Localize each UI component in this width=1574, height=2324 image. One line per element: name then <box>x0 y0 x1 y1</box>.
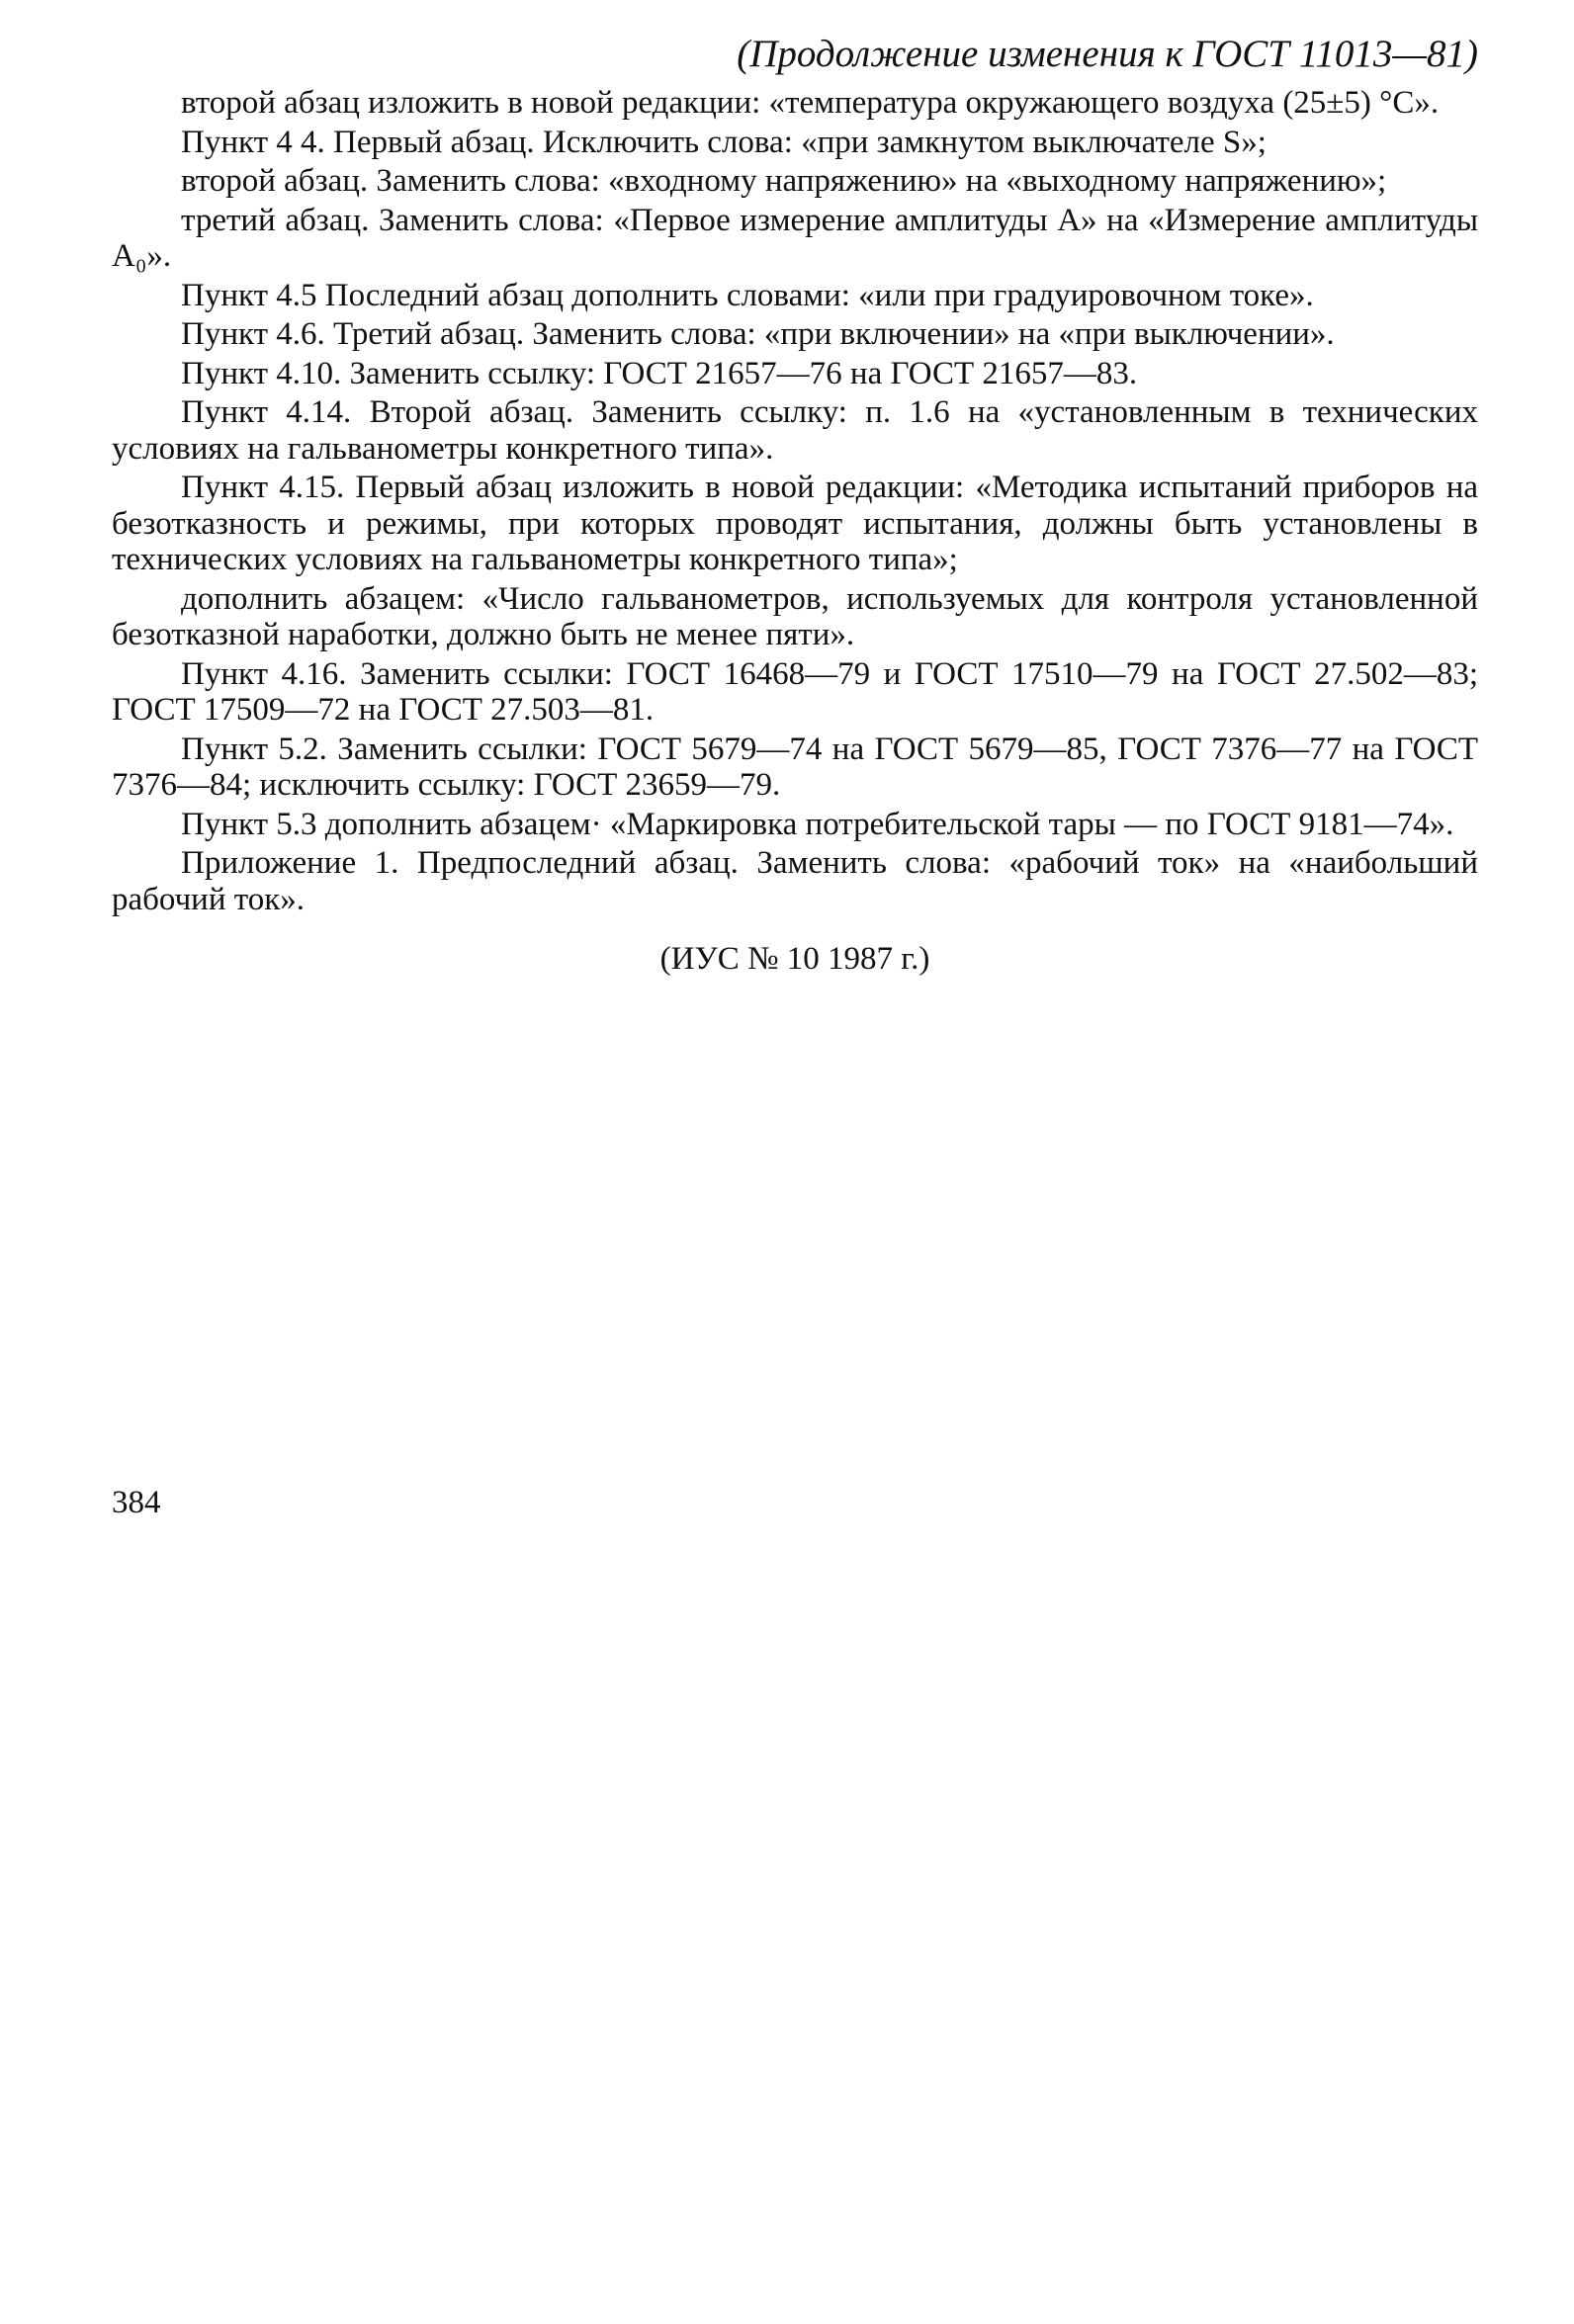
paragraph: второй абзац изложить в новой редакции: «температура окружающего воздуха (25±5) °С». <box>181 85 1440 121</box>
paragraph: Пункт 5.2. Заменить ссылки: ГОСТ 5679—74 на ГОСТ 5679—85, ГОСТ 7376—77 на ГОСТ 7376—84; исключить ссылку: ГОСТ 23659—79. <box>112 731 1478 803</box>
paragraph: Пункт 4 4. Первый абзац. Исключить слова: «при замкнутом выключателе S»; <box>181 124 1267 160</box>
paragraph: Пункт 4.10. Заменить ссылку: ГОСТ 21657—76 на ГОСТ 21657—83. <box>181 355 1138 391</box>
paragraph: второй абзац. Заменить слова: «входному напряжению» на «выходному напряжению»; <box>181 163 1387 199</box>
page-header: (Продолжение изменения к ГОСТ 11013—81) <box>737 33 1478 75</box>
paragraph: Пункт 4.14. Второй абзац. Заменить ссылку: п. 1.6 на «установленным в технических условиях на гальванометры конкретного типа». <box>112 394 1478 467</box>
paragraph: Приложение 1. Предпоследний абзац. Заменить слова: «рабочий ток» на «наибольший рабочий ток». <box>112 845 1478 917</box>
page-number: 384 <box>112 1485 161 1520</box>
source-reference: (ИУС № 10 1987 г.) <box>659 941 930 977</box>
paragraph: дополнить абзацем: «Число гальванометров, используемых для контроля установленной безотказной наработки, должно быть не менее пяти». <box>112 580 1478 652</box>
paragraph: Пункт 4.15. Первый абзац изложить в новой редакции: «Методика испытаний приборов на безотказность и режимы, при которых проводят испытания, должны быть установлены в технических условиях на гальванометры конкретного типа»; <box>112 470 1478 577</box>
paragraph: Пункт 4.6. Третий абзац. Заменить слова: «при включении» на «при выключении». <box>181 316 1335 352</box>
paragraph: Пункт 4.5 Последний абзац дополнить словами: «или при градуировочном токе». <box>181 277 1314 313</box>
paragraph: Пункт 5.3 дополнить абзацем· «Маркировка потребительской тары — по ГОСТ 9181—74». <box>181 806 1454 842</box>
paragraph: Пункт 4.16. Заменить ссылки: ГОСТ 16468—79 и ГОСТ 17510—79 на ГОСТ 27.502—83; ГОСТ 17509—72 на ГОСТ 27.503—81. <box>112 655 1478 728</box>
document-page <box>112 30 1478 979</box>
paragraph: третий абзац. Заменить слова: «Первое измерение амплитуды A» на «Измерение амплитуды A₀». <box>112 202 1478 274</box>
